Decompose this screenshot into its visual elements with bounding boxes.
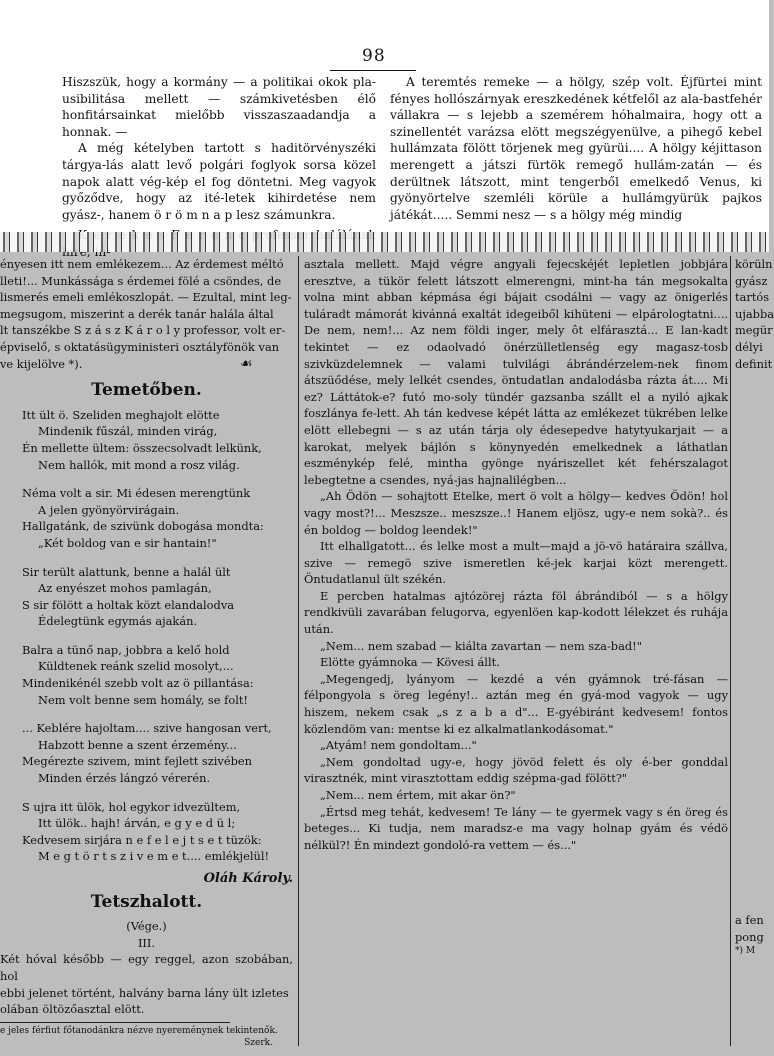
- stanza: [22, 799, 293, 865]
- stanza: [22, 407, 293, 473]
- text-line: olában öltözőasztal elött.: [0, 1002, 145, 1017]
- paragraph: „Nem... nem szabad — kiálta zavartan — nem sza-bad!": [320, 638, 642, 653]
- scan-distortion-band: [0, 232, 769, 252]
- top-right-column: [390, 74, 762, 223]
- paragraph: „Ah Ödön — sohajtott Etelke, mert ö volt a hölgy— kedves Ödön! hol vagy most?!... Meszsze.. meszsze..! Hanem eljösz, ugy-e nem sokà?.. és én boldog — boldog leendek!": [304, 489, 728, 537]
- text-line: megsugom, miszerint a derék tanár halála által: [0, 306, 274, 321]
- text-fragment: pong: [735, 929, 764, 944]
- paragraph: „Értsd meg tehát, kedvesem! Te lány — te gyermek vagy s én öreg és beteges... Ki tudja, nem maradsz-e ma vagy holnap gyám és védö nélkül?! Én mindezt gondoló-ra vettem — és...": [304, 804, 728, 852]
- verse-line: Az enyészet mohos pamlagán,: [38, 581, 212, 596]
- column-rule-1: [298, 256, 299, 1046]
- text-fragment: definit: [735, 356, 773, 371]
- text-fragment: ujabba: [735, 306, 774, 321]
- verse-line: Mindenik fűszál, minden virág,: [38, 424, 218, 439]
- verse-line: Itt ülök.. hajh! árván, e g y e d ü l;: [38, 816, 236, 831]
- poem-author: Oláh Károly.: [203, 871, 293, 886]
- verse-line: Sir terült alattunk, benne a halál ült: [22, 564, 231, 579]
- verse-line: Édelegtünk egymás ajakán.: [38, 614, 198, 629]
- footnote-rule: [0, 1022, 230, 1023]
- text-fragment: délyi: [735, 339, 763, 354]
- middle-column: [304, 256, 728, 853]
- text-line: lismerés emeli emlékoszlopát. — Ezultal, mint leg-: [0, 290, 292, 305]
- verse-line: Én mellette ültem: összecsolvadt lelkünk,: [22, 440, 262, 455]
- poem: [0, 407, 293, 865]
- text-fragment: tartós: [735, 290, 770, 305]
- paragraph: E percben hatalmas ajtózörej rázta föl ábrándiból — s a hölgy rendkivüli zavarában felugorva, egyenlöen kap-kodott lélekzet és ruhája után.: [304, 588, 728, 637]
- paragraph: A még kételyben tartott s haditörvényszéki tárgya-lás alatt levő polgári foglyok sorsa közel napok alatt vég-kép el fog döntetni. Meg vagyok győződve, hogy az ité-letek kihirdetése nem gyász-, hanem ö r ö m n a p lesz számunkra.: [62, 141, 376, 222]
- verse-line: Mindenikénél szebb volt az ö pillantása:: [22, 676, 254, 691]
- right-column-bottom-fragment: [735, 912, 769, 957]
- left-column: [0, 256, 293, 1049]
- text-line: épviselő, s oktatásügyministeri osztályfönök van: [0, 339, 280, 354]
- text-fragment: *) M: [735, 946, 756, 957]
- paragraph: „Nem gondoltad ugy-e, hogy jövöd felett és oly é-ber gonddal virasztnék, mint virasztottam eddig szépma-gad fölött?": [304, 754, 728, 786]
- text-line: lt tanszékbe S z á s z K á r o l y professor, volt er-: [0, 323, 286, 338]
- text-line: lleti!... Munkássága s érdemei fölé a csöndes, de: [0, 273, 282, 288]
- verse-line: Nem volt benne sem homály, se folt!: [38, 692, 249, 707]
- stanza: [22, 564, 293, 630]
- text-fragment: a fen: [735, 913, 764, 927]
- verse-line: S sir fölött a holtak közt elandalodva: [22, 597, 235, 612]
- story-subtitle: (Vége.): [126, 919, 167, 934]
- verse-line: A jelen gyönyörvirágain.: [38, 502, 180, 517]
- poem-title: Temetőben.: [91, 380, 202, 401]
- paragraph: „Nem... nem értem, mit akar ön?": [320, 788, 516, 802]
- story-title: Tetszhalott.: [90, 891, 203, 912]
- verse-line: Habzott benne a szent érzemény...: [38, 737, 237, 752]
- text-fragment: gyász: [735, 273, 768, 288]
- right-column-fragment: [735, 256, 774, 372]
- story-part-number: III.: [137, 935, 156, 950]
- verse-line: Néma volt a sir. Mi édesen merengtünk: [22, 486, 251, 501]
- verse-line: Minden érzés lángzó vérerén.: [38, 771, 211, 786]
- verse-line: Kedvesem sirjára n e f e l e j t s e t tüzök:: [22, 832, 262, 847]
- text-line: ényesen itt nem emlékezem... Az érdemest méltó: [0, 257, 284, 271]
- verse-line: Hallgatánk, de szivünk dobogása mondta:: [22, 519, 264, 534]
- verse-line: Balra a tünő nap, jobbra a kelő hold: [22, 642, 230, 657]
- upper-page-region: [0, 0, 769, 232]
- stanza: [22, 642, 293, 708]
- page-number-rule: [330, 70, 416, 71]
- text-line: ve kijelölve *).: [0, 356, 83, 371]
- column-rule-2: [730, 256, 731, 1046]
- paragraph: „Atyám! nem gondoltam...": [320, 738, 477, 753]
- verse-line: ... Keblére hajoltam.... szive hangosan vert,: [22, 721, 272, 736]
- verse-line: S ujra itt ülök, hol egykor idvezültem,: [22, 799, 241, 814]
- footnote-signature: Szerk.: [244, 1037, 273, 1048]
- page-number: 98: [362, 46, 386, 66]
- verse-line: Itt ült ö. Szeliden meghajolt elötte: [22, 407, 220, 422]
- paragraph: „Megengedj, lyányom — kezdé a vén gyámnok tré-fásan — félpongyola s öreg legény!.. aztán meg én gyá-mod vagyok — ugy hiszem, nekem csak „s z a b a d"... E-gyébiránt kedvesem! fontos közlendöm van: mentse ki ez alkalmatlankodásomat.": [304, 671, 728, 736]
- text-fragment: körüln: [735, 257, 773, 271]
- paragraph: asztala mellett. Majd végre angyali fejecskéjét lepletlen jobbjára eresztve, a tükör felett látszott elmerengni, mint-ha tán megsokalta volna mint abban képmása égi bájait csodálni — vagy az önigerlés tuláradt mámorát kivánná exaltát idegeiből kihüteni — elpárologtatni.... De nem, nem!... Az nem földi inger, mely ôt elfárasztá... E lan-kadt tekintet — ez odaolvadó önérzülletlenség egy magasz-tosb szivküzdelemnek — valami tulvilági ábrándérzelem-nek finom átszüődése, mely lelkét csendes, öntudatlan andalodásba rázta át.... Mi ez? Láttátok-e? futó mo-soly tündér gazsanba szállt el a nyiló ajkak foszlánya fe-lett. Ah tán kedvese képét látta az emlékezet tükrében lelke elött ellebegni — s az után tárja oly édesepedve hatytyukarjait — a karokat, melyek bájlón s könynyedén emelkednek a láthatlan eszménykép felé, mintha gyönge nyáriszellet két fehérszalagot lebegtetne a csendes, nyá-jas hajnalilégben...: [304, 257, 728, 487]
- paragraph: Elötte gyámnoka — Kövesi állt.: [320, 655, 500, 670]
- stanza: [22, 720, 293, 786]
- footnote: e jeles férfiut főtanodánkra nézve nyereménynek tekintenők.: [0, 1025, 278, 1036]
- text-line: ebbi jelenet történt, halvány barna lány ült izletes: [0, 985, 289, 1000]
- verse-line: „Két boldog van e sir hantain!": [38, 535, 217, 550]
- stanza: [22, 485, 293, 551]
- verse-line: Megérezte szivem, mint fejlett szivében: [22, 754, 252, 769]
- verse-line: M e g t ö r t s z i v e m e t.... emlékjelül!: [38, 849, 270, 864]
- paragraph: A teremtés remeke — a hölgy, szép volt. Éjfürtei mint fényes hollószárnyak ereszkedének kétfelől az ala-bastfehér vállakra — s lejebb a szemérem hóhalmaira, hogy ott a szinellentét varázsa elött megszégyenülve, a pihegő kebel hullámzata fölött törjenek meg gyürüi.... A hölgy kéjittason merengett a játszi fürtök remegő hullám-zatán — és derültnek látszott, mint tengerből emelkedő Venus, ki gyönyörtelve szemléli körüle a hullámgyürük pajkos játékát..... Semmi nesz — s a hölgy még mindig: [390, 75, 762, 222]
- text-fragment: megür: [735, 323, 773, 338]
- paragraph: Itt elhallgatott... és lelke most a mult—majd a jö-vö határaira szállva, szive — remegö szive ismeretlen ké-jek karjai közt merengett. Öntudatlanul ült székén.: [304, 539, 728, 587]
- verse-line: Nem hallók, mit mond a rosz világ.: [38, 457, 240, 472]
- paragraph: Hiszszük, hogy a kormány — a politikai okok pla-usibilitása mellett — számkivetésben élő honfitársainkat mielőbb visszaszaadandja a honnak. —: [62, 75, 376, 139]
- text-line: Két hóval később — egy reggel, azon szobában, hol: [0, 952, 293, 983]
- verse-line: Küldtenek reánk szelid mosolyt,...: [38, 659, 234, 674]
- ornament-icon: ☙: [240, 356, 253, 372]
